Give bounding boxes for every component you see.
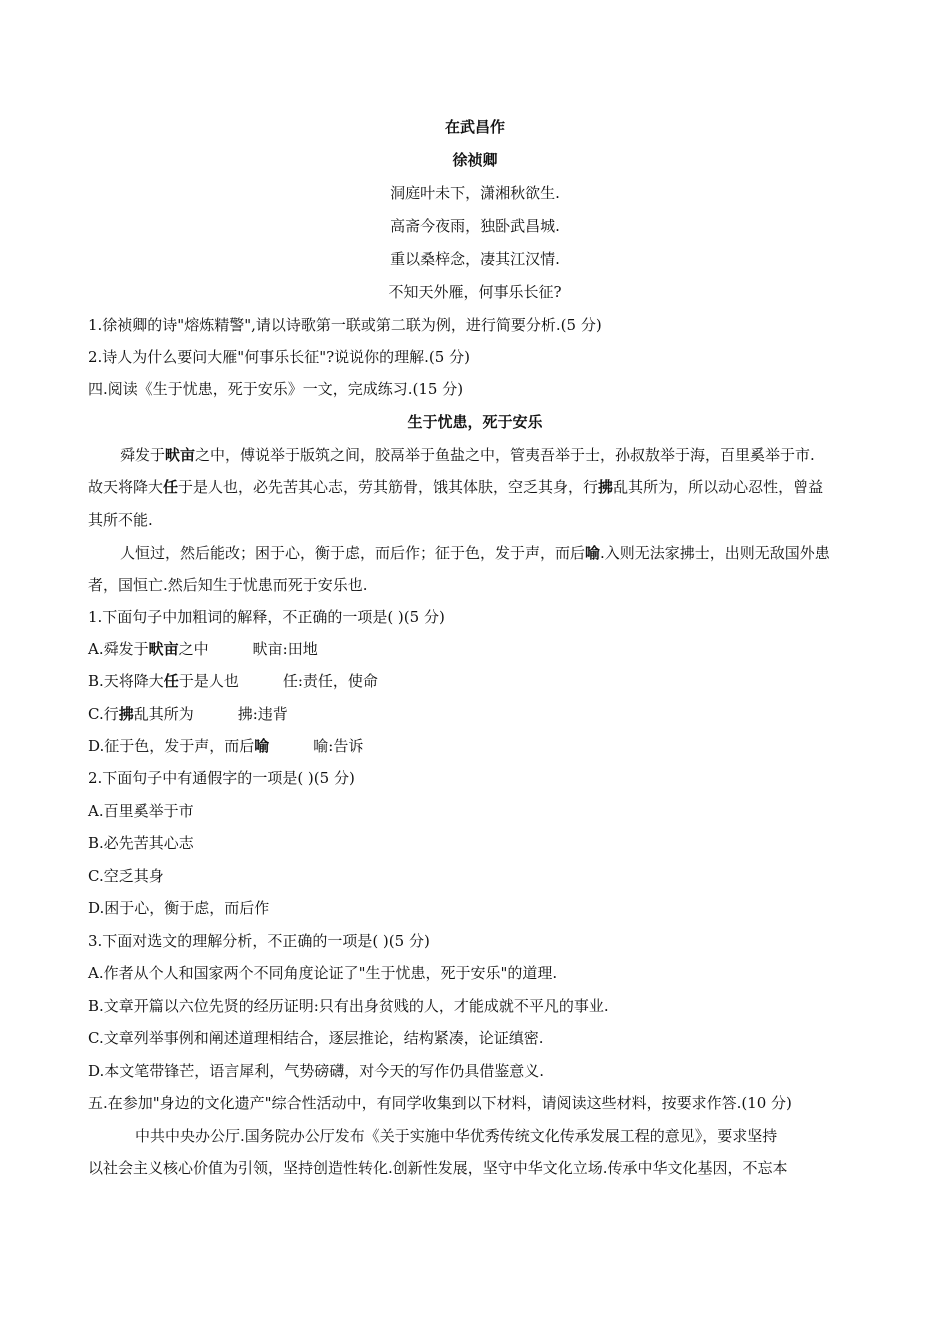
poem-question-1: 1.徐祯卿的诗"熔炼精警",请以诗歌第一联或第二联为例，进行简要分析.(5 分) xyxy=(88,316,602,334)
passage-p2-line-2: 者，国恒亡.然后知生于忧患而死于安乐也. xyxy=(88,576,368,594)
q2-option-b: B.必先苦其心志 xyxy=(88,834,194,852)
poem-question-2: 2.诗人为什么要问大雁"何事乐长征"?说说你的理解.(5 分) xyxy=(88,348,470,366)
poem-line-2: 高斋今夜雨，独卧武昌城. xyxy=(390,217,560,235)
q1-option-d: D.征于色，发于声，而后喻 喻:告诉 xyxy=(88,737,364,755)
section4-title: 生于忧患，死于安乐 xyxy=(407,413,543,431)
poem-line-3: 重以桑梓念，凄其江汉情. xyxy=(390,250,560,268)
q2-option-a: A.百里奚举于市 xyxy=(88,802,194,820)
q1-option-c: C.行拂乱其所为 拂:违背 xyxy=(88,705,288,723)
q3-option-c: C.文章列举事例和阐述道理相结合，逐层推论，结构紧凑，论证缜密. xyxy=(88,1029,544,1047)
bold-word: 喻 xyxy=(585,544,601,562)
q3-stem: 3.下面对选文的理解分析，不正确的一项是( )(5 分) xyxy=(88,932,430,950)
bold-word: 拂 xyxy=(118,705,134,723)
passage-p1-line-1: 舜发于畎亩之中，傅说举于版筑之间，胶鬲举于鱼盐之中，管夷吾举于士，孙叔敖举于海，百里奚举于市. xyxy=(120,446,815,464)
poem-title: 在武昌作 xyxy=(444,118,505,136)
poem-line-4: 不知天外雁，何事乐长征? xyxy=(388,283,562,301)
section5-paragraph-line-1: 中共中央办公厅.国务院办公厅发布《关于实施中华优秀传统文化传承发展工程的意见》，要求坚持 xyxy=(135,1127,778,1145)
section5-paragraph-line-2: 以社会主义核心价值为引领，坚持创造性转化.创新性发展，坚守中华文化立场.传承中华文化基因，不忘本 xyxy=(88,1159,788,1177)
section5-heading: 五.在参加"身边的文化遗产"综合性活动中，有同学收集到以下材料，请阅读这些材料，按要求作答.(10 分) xyxy=(88,1094,792,1112)
q1-option-b: B.天将降大任于是人也 任:责任，使命 xyxy=(88,672,378,690)
q2-option-d: D.困于心，衡于虑，而后作 xyxy=(88,899,270,917)
q3-option-d: D.本文笔带锋芒，语言犀利，气势磅礴，对今天的写作仍具借鉴意义. xyxy=(88,1062,545,1080)
q2-stem: 2.下面句子中有通假字的一项是( )(5 分) xyxy=(88,769,355,787)
section4-heading: 四.阅读《生于忧患，死于安乐》一文，完成练习.(15 分) xyxy=(88,380,464,398)
bold-word: 畎亩 xyxy=(165,446,196,464)
q3-option-a: A.作者从个人和国家两个不同角度论证了"生于忧患，死于安乐"的道理. xyxy=(88,964,558,982)
q2-option-c: C.空乏其身 xyxy=(88,867,164,885)
passage-p1-line-2: 故天将降大任于是人也，必先苦其心志，劳其筋骨，饿其体肤，空乏其身，行拂乱其所为，所以动心忍性，曾益 xyxy=(88,478,824,496)
q1-option-a: A.舜发于畎亩之中 畎亩:田地 xyxy=(88,640,318,658)
bold-word: 任 xyxy=(163,478,179,496)
poem-line-1: 洞庭叶未下，潇湘秋欲生. xyxy=(390,184,560,202)
poem-author: 徐祯卿 xyxy=(452,151,498,169)
bold-word: 任 xyxy=(163,672,179,690)
q3-option-b: B.文章开篇以六位先贤的经历证明:只有出身贫贱的人，才能成就不平凡的事业. xyxy=(88,997,609,1015)
bold-word: 拂 xyxy=(598,478,614,496)
passage-p1-line-3: 其所不能. xyxy=(88,511,153,529)
bold-word: 喻 xyxy=(254,737,270,755)
passage-p2-line-1: 人恒过，然后能改；困于心，衡于虑，而后作；征于色，发于声，而后喻.入则无法家拂士，出则无敌国外患 xyxy=(120,544,830,562)
q1-stem: 1.下面句子中加粗词的解释，不正确的一项是( )(5 分) xyxy=(88,608,445,626)
bold-word: 畎亩 xyxy=(148,640,179,658)
